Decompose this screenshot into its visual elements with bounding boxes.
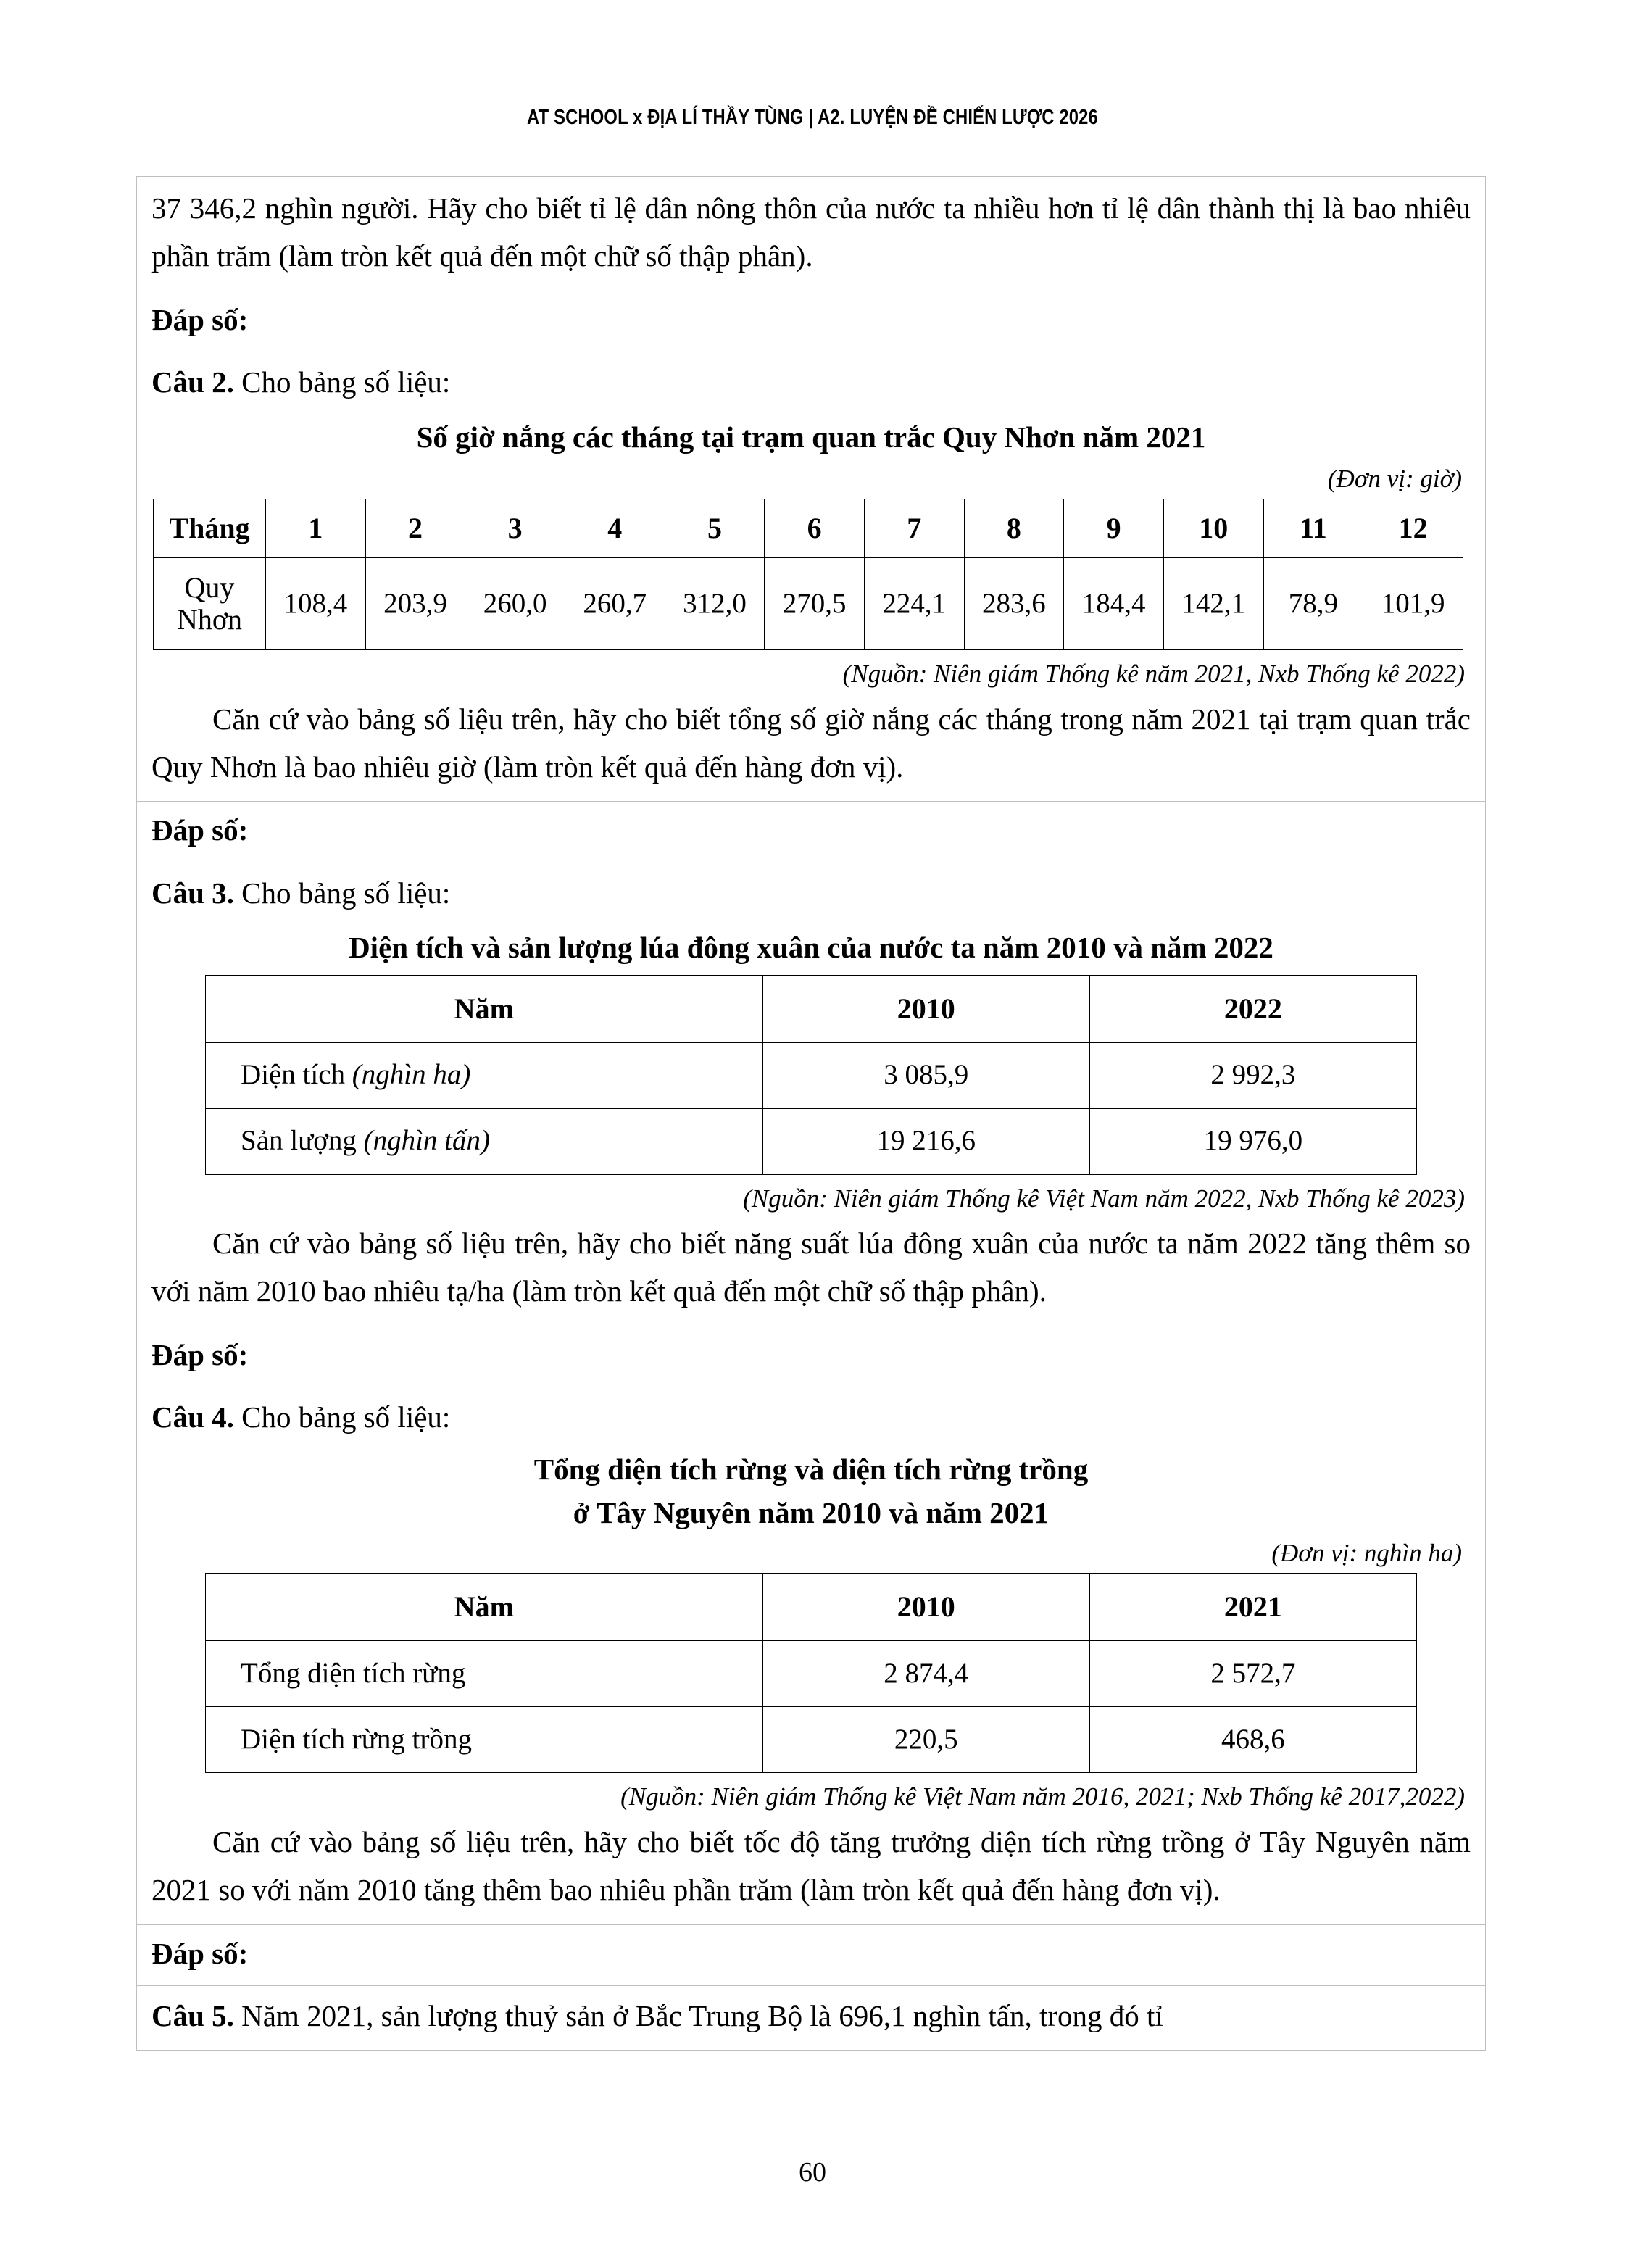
question-2-table-title: Số giờ nắng các tháng tại trạm quan trắc Quy Nhơn năm 2021 — [416, 420, 1206, 454]
table-row — [206, 1641, 1417, 1707]
question-2-source: (Nguồn: Niên giám Thống kê năm 2021, Nxb Thống kê 2022) — [842, 660, 1465, 689]
question-3-number: Câu 3. — [151, 876, 234, 910]
month-header-12: 12 — [1363, 499, 1463, 558]
question-2-number: Câu 2. — [151, 365, 234, 399]
table-row — [206, 1108, 1417, 1174]
rice-area-yield-table — [205, 975, 1417, 1175]
planted-forest-2010-value: 220,5 — [762, 1707, 1089, 1773]
area-2022-value: 2 992,3 — [1089, 1042, 1416, 1108]
exercise-frame — [136, 176, 1486, 2051]
sunshine-value-6: 270,5 — [765, 558, 865, 650]
month-header-11: 11 — [1263, 499, 1363, 558]
question-2-question-text: Căn cứ vào bảng số liệu trên, hãy cho biết tổng số giờ nắng các tháng trong năm 2021 tại trạm quan trắc Quy Nhơn là bao nhiêu giờ (làm tròn kết quả đến hàng đơn vị). — [151, 702, 1471, 784]
question-4-number: Câu 4. — [151, 1400, 234, 1434]
page-number: 60 — [799, 2157, 826, 2188]
question-1-continuation-text: 37 346,2 nghìn người. Hãy cho biết tỉ lệ dân nông thôn của nước ta nhiều hơn tỉ lệ dân thành thị là bao nhiêu phần trăm (làm tròn kết quả đến một chữ số thập phân). — [151, 191, 1471, 273]
question-4-row — [137, 1387, 1485, 1924]
table-corner-label: Năm — [206, 1574, 763, 1641]
question-4-question-text: Căn cứ vào bảng số liệu trên, hãy cho biết tốc độ tăng trưởng diện tích rừng trồng ở Tây Nguyên năm 2021 so với năm 2010 tăng thêm bao nhiêu phần trăm (làm tròn kết quả đến hàng đơn vị). — [151, 1824, 1471, 1907]
row-label-total-forest: Tổng diện tích rừng — [206, 1641, 763, 1707]
month-header-10: 10 — [1163, 499, 1263, 558]
year-header-2010: 2010 — [762, 1574, 1089, 1641]
year-header-2010: 2010 — [762, 975, 1089, 1042]
table-row — [206, 1707, 1417, 1773]
question-4-table-title-line-2: ở Tây Nguyên năm 2010 và năm 2021 — [573, 1496, 1050, 1530]
question-3-prompt: Cho bảng số liệu: — [241, 876, 451, 910]
month-header-1: 1 — [266, 499, 366, 558]
output-2022-value: 19 976,0 — [1089, 1108, 1416, 1174]
table-corner-label: Tháng — [154, 499, 266, 558]
answer-row-1[interactable] — [137, 291, 1485, 352]
tay-nguyen-forest-table — [205, 1573, 1417, 1773]
month-header-7: 7 — [864, 499, 964, 558]
year-header-2022: 2022 — [1089, 975, 1416, 1042]
question-2-unit-note: (Đơn vị: giờ) — [1327, 465, 1462, 494]
sunshine-value-1: 108,4 — [266, 558, 366, 650]
row-label-area — [206, 1042, 763, 1108]
area-2010-value: 3 085,9 — [762, 1042, 1089, 1108]
row-label-output-unit: (nghìn tấn) — [363, 1125, 491, 1157]
sunshine-value-5: 312,0 — [665, 558, 765, 650]
question-1-continuation-row — [137, 177, 1485, 291]
month-header-8: 8 — [964, 499, 1064, 558]
answer-row-2[interactable] — [137, 802, 1485, 863]
question-3-source: (Nguồn: Niên giám Thống kê Việt Nam năm 2022, Nxb Thống kê 2023) — [743, 1184, 1465, 1213]
total-forest-2010-value: 2 874,4 — [762, 1641, 1089, 1707]
station-row-label: Quy Nhơn — [154, 558, 266, 650]
sunshine-value-8: 283,6 — [964, 558, 1064, 650]
question-2-row — [137, 352, 1485, 802]
question-5-text: Năm 2021, sản lượng thuỷ sản ở Bắc Trung Bộ là 696,1 nghìn tấn, trong đó tỉ — [233, 1999, 1163, 2033]
answer-label-4: Đáp số: — [151, 1936, 249, 1970]
sunshine-value-4: 260,7 — [565, 558, 665, 650]
row-label-planted-forest: Diện tích rừng trồng — [206, 1707, 763, 1773]
question-4-unit-note: (Đơn vị: nghìn ha) — [1271, 1539, 1462, 1568]
question-3-table-title: Diện tích và sản lượng lúa đông xuân của nước ta năm 2010 và năm 2022 — [349, 931, 1273, 965]
table-header-row — [206, 1574, 1417, 1641]
question-3-heading — [151, 871, 1471, 917]
answer-row-4[interactable] — [137, 1925, 1485, 1986]
running-header: AT SCHOOL x ĐỊA LÍ THẦY TÙNG | A2. LUYỆN ĐỀ CHIẾN LƯỢC 2026 — [527, 106, 1098, 129]
question-4-heading — [151, 1395, 1471, 1441]
answer-label-1: Đáp số: — [151, 302, 249, 336]
sunshine-value-12: 101,9 — [1363, 558, 1463, 650]
sunshine-value-11: 78,9 — [1263, 558, 1363, 650]
question-2-prompt: Cho bảng số liệu: — [241, 365, 451, 399]
sunshine-value-2: 203,9 — [365, 558, 465, 650]
answer-row-3[interactable] — [137, 1326, 1485, 1387]
month-header-6: 6 — [765, 499, 865, 558]
month-header-3: 3 — [465, 499, 565, 558]
table-row — [206, 1042, 1417, 1108]
question-5-number: Câu 5. — [151, 1999, 234, 2033]
total-forest-2021-value: 2 572,7 — [1089, 1641, 1416, 1707]
answer-label-2: Đáp số: — [151, 813, 249, 847]
row-label-area-text: Diện tích — [241, 1059, 352, 1091]
question-2-heading — [151, 360, 1471, 406]
year-header-2021: 2021 — [1089, 1574, 1416, 1641]
row-label-area-unit: (nghìn ha) — [352, 1059, 471, 1091]
table-row — [154, 558, 1463, 650]
month-header-4: 4 — [565, 499, 665, 558]
row-label-output — [206, 1108, 763, 1174]
question-5-row — [137, 1986, 1485, 2050]
planted-forest-2021-value: 468,6 — [1089, 1707, 1416, 1773]
month-header-2: 2 — [365, 499, 465, 558]
question-4-source: (Nguồn: Niên giám Thống kê Việt Nam năm 2016, 2021; Nxb Thống kê 2017,2022) — [620, 1782, 1465, 1811]
question-3-row — [137, 863, 1485, 1326]
answer-label-3: Đáp số: — [151, 1337, 249, 1371]
sunshine-value-3: 260,0 — [465, 558, 565, 650]
question-3-question-text: Căn cứ vào bảng số liệu trên, hãy cho biết năng suất lúa đông xuân của nước ta năm 2022 tăng thêm so với năm 2010 bao nhiêu tạ/ha (làm tròn kết quả đến một chữ số thập phân). — [151, 1226, 1471, 1308]
table-corner-label: Năm — [206, 975, 763, 1042]
quy-nhon-sunshine-table — [153, 499, 1463, 650]
table-header-row — [154, 499, 1463, 558]
row-label-output-text: Sản lượng — [241, 1125, 364, 1157]
output-2010-value: 19 216,6 — [762, 1108, 1089, 1174]
month-header-5: 5 — [665, 499, 765, 558]
table-header-row — [206, 975, 1417, 1042]
question-4-prompt: Cho bảng số liệu: — [241, 1400, 451, 1434]
question-4-table-title-line-1: Tổng diện tích rừng và diện tích rừng trồng — [533, 1452, 1089, 1486]
sunshine-value-10: 142,1 — [1163, 558, 1263, 650]
sunshine-value-9: 184,4 — [1064, 558, 1164, 650]
question-5-heading — [151, 1993, 1471, 2040]
month-header-9: 9 — [1064, 499, 1164, 558]
sunshine-value-7: 224,1 — [864, 558, 964, 650]
